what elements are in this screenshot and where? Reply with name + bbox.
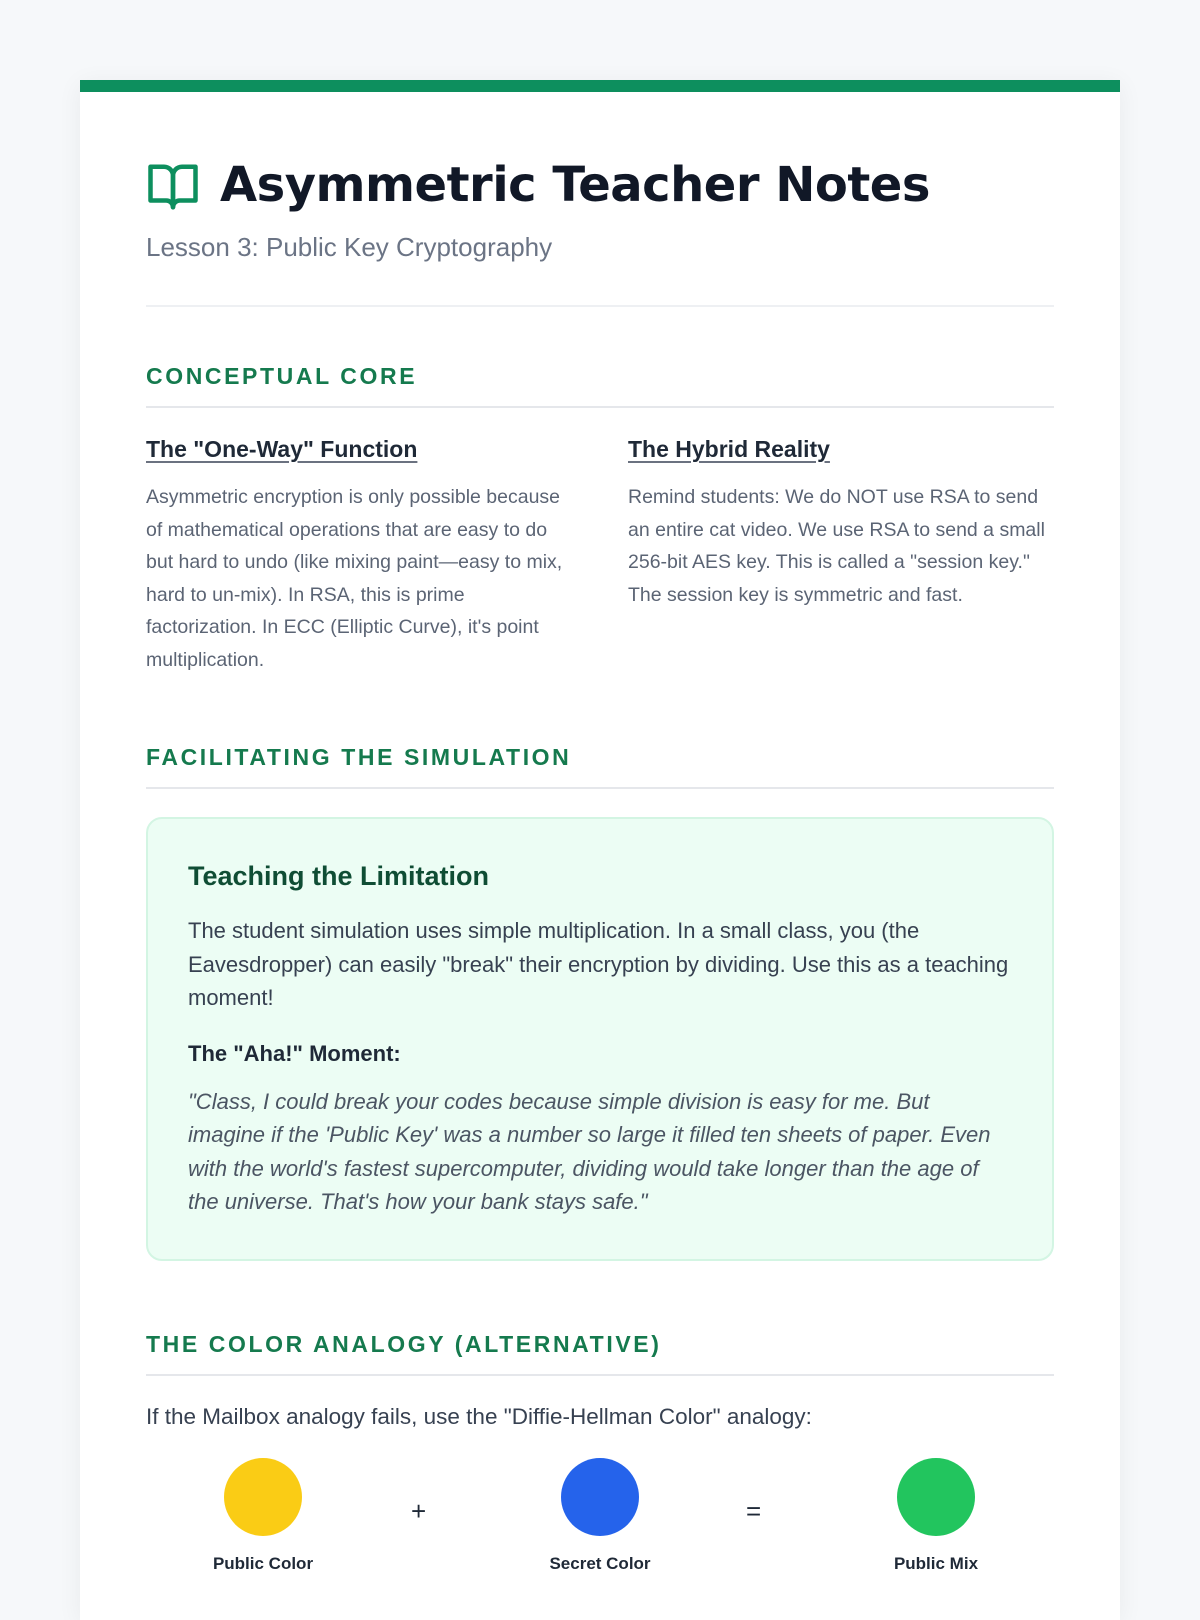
color-item-public-color <box>183 1458 343 1574</box>
green-circle-swatch <box>897 1458 975 1536</box>
section-heading: FACILITATING THE SIMULATION <box>146 744 572 770</box>
page-title: Asymmetric Teacher Notes <box>220 157 930 213</box>
color-analogy-diagram <box>146 1458 1054 1598</box>
swatch-label: Public Mix <box>893 1553 979 1573</box>
page-subtitle: Lesson 3: Public Key Cryptography <box>146 232 553 262</box>
callout-quote: "Class, I could break your codes because simple division is easy for me. But imagine if the 'Public Key' was a number so large it filled ten sheets of paper. Even with the world's fastest supercomputer, dividing would take longer than the age of the universe. That's how your bank stays safe." <box>188 1088 991 1214</box>
teacher-notes-card <box>80 80 1120 1620</box>
equals-operator: = <box>746 1495 762 1526</box>
open-book-icon <box>146 160 200 214</box>
section-divider <box>146 406 1054 408</box>
column-body: Asymmetric encryption is only possible because of mathematical operations that are easy to do but hard to undo (like mixing paint—easy to mix, hard to un-mix). In RSA, this is prime factorization. In ECC (Elliptic Curve), it's point multiplication. <box>146 486 563 671</box>
section-heading: CONCEPTUAL CORE <box>146 363 418 389</box>
color-item-secret-color <box>520 1458 680 1574</box>
concept-column-one-way <box>146 436 572 676</box>
section-divider <box>146 1374 1054 1376</box>
section-simulation <box>146 744 1054 1261</box>
concept-column-hybrid <box>628 436 1054 676</box>
column-title: The Hybrid Reality <box>628 436 830 462</box>
section-divider <box>146 787 1054 789</box>
analogy-intro: If the Mailbox analogy fails, use the "Diffie-Hellman Color" analogy: <box>146 1403 812 1429</box>
section-color-analogy <box>146 1331 1054 1598</box>
yellow-circle-swatch <box>224 1458 302 1536</box>
callout-body: The student simulation uses simple multiplication. In a small class, you (the Eavesdropper) can easily "break" their encryption by dividing. Use this as a teaching moment! <box>188 918 1009 1010</box>
callout-title: Teaching the Limitation <box>188 861 490 891</box>
section-heading: THE COLOR ANALOGY (ALTERNATIVE) <box>146 1330 662 1357</box>
column-title: The "One-Way" Function <box>146 436 418 462</box>
concept-columns <box>146 436 1054 676</box>
title-row <box>146 156 1054 214</box>
limitation-callout <box>146 817 1054 1261</box>
blue-circle-swatch <box>561 1458 639 1536</box>
color-item-public-mix <box>856 1458 1016 1574</box>
swatch-label: Public Color <box>212 1553 314 1573</box>
section-conceptual-core <box>146 363 1054 676</box>
column-body: Remind students: We do NOT use RSA to send an entire cat video. We use RSA to send a small 256-bit AES key. This is called a "session key." The session key is symmetric and fast. <box>628 486 1045 606</box>
swatch-label: Secret Color <box>549 1553 651 1573</box>
callout-subheading: The "Aha!" Moment: <box>188 1040 401 1066</box>
plus-operator: + <box>411 1495 427 1526</box>
header-divider <box>146 305 1054 307</box>
